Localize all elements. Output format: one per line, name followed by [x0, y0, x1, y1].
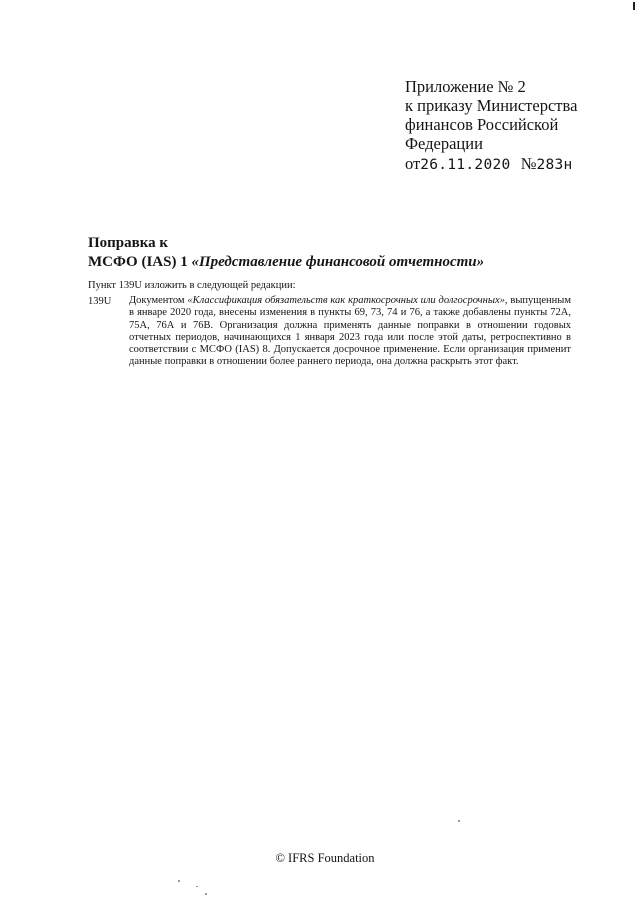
heading-line-2: [88, 253, 558, 272]
paragraph-text-start: Документом: [129, 295, 188, 306]
order-number: 283н: [536, 157, 573, 173]
scan-speck: [205, 893, 207, 895]
annex-ministry-line: финансов Российской: [405, 115, 559, 134]
amendment-heading: [88, 234, 558, 272]
paragraph-number: 139U: [88, 296, 112, 307]
annex-order-line: к приказу Министерства: [405, 96, 578, 115]
scan-mark: [633, 2, 635, 10]
annex-country-line: Федерации: [405, 134, 483, 153]
number-label: №: [520, 154, 537, 173]
order-date: 26.11.2020: [420, 157, 511, 173]
scan-speck: [458, 820, 460, 822]
annex-block: [405, 77, 605, 175]
heading-standard: МСФО (IAS) 1: [88, 254, 192, 270]
annex-date-line: [405, 154, 605, 175]
heading-line-1: Поправка к: [88, 235, 169, 251]
paragraph-text-rest: , выпущенным в январе 2020 года, внесены изменения в пункты 69, 73, 74 и 76, а также добавлены пункты 72А, 75А, 76А и 76В. Организация должна применять данные поправки в отношении годовых отчетных периодов, начинающихся 1 января 2023 года или после этой даты, ретроспективно в соответствии с МСФО (IAS) 8. Допускается досрочное применение. Если организация применит данные поправки в отношении более раннего периода, она должна раскрыть этот факт.: [129, 295, 571, 368]
date-prefix: от: [405, 154, 421, 173]
heading-standard-title: «Представление финансовой отчетности»: [191, 254, 485, 270]
paragraph-body: [129, 295, 571, 369]
scan-speck: [196, 886, 198, 887]
annex-title: Приложение № 2: [405, 77, 526, 96]
scan-speck: [178, 880, 180, 882]
copyright-footer: © IFRS Foundation: [275, 851, 375, 865]
paragraph-document-title: «Классификация обязательств как краткосрочных или долгосрочных»: [187, 295, 505, 306]
intro-text: Пункт 139U изложить в следующей редакции:: [88, 280, 296, 291]
